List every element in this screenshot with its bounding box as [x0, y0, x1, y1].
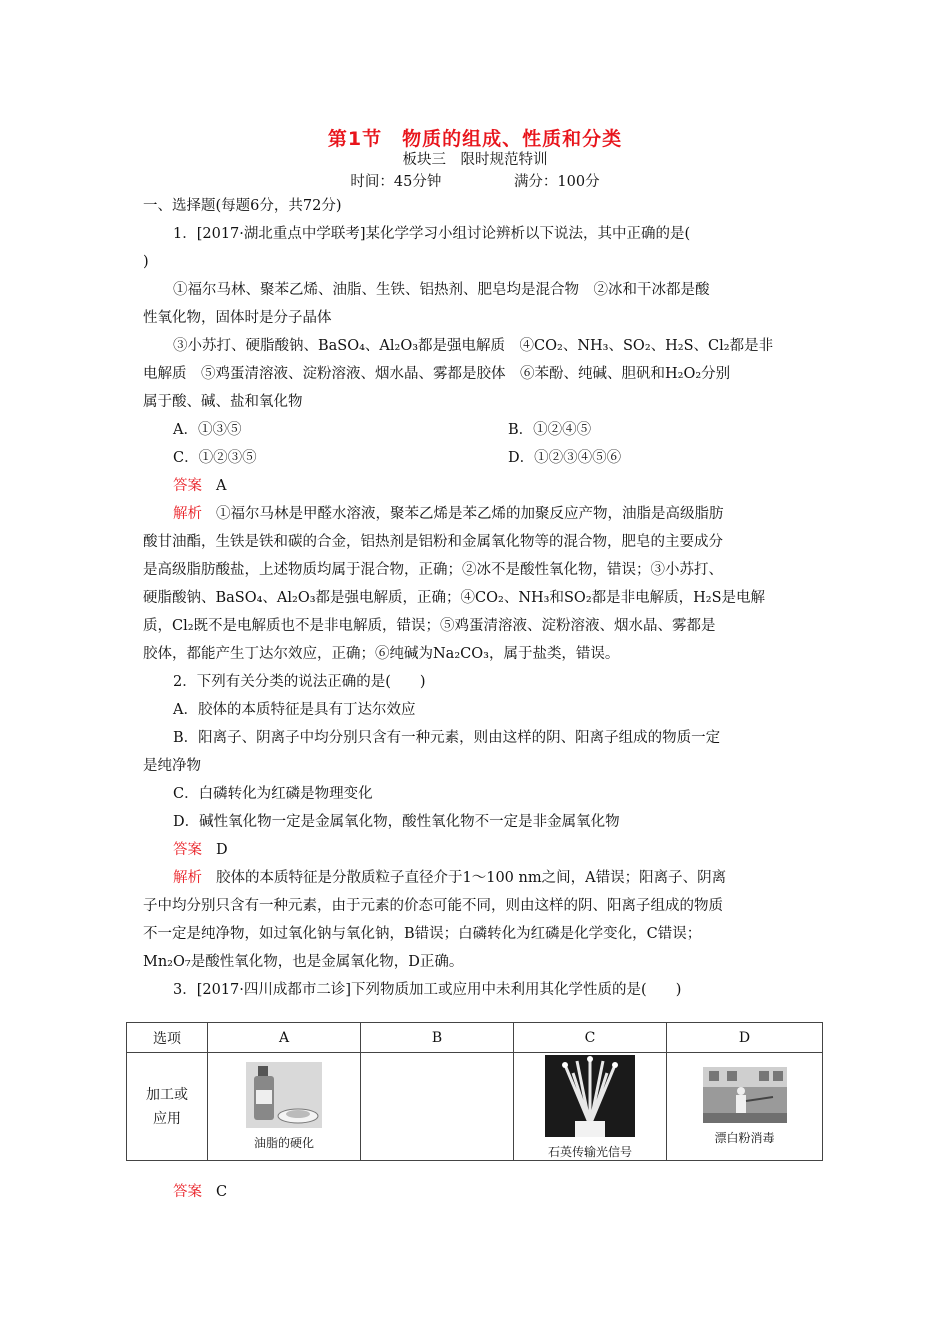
- analysis-text: Mn₂O₇是酸性氧化物，也是金属氧化物，D正确。: [143, 954, 464, 970]
- q1-statement: 属于酸、碱、盐和氧化物: [143, 394, 303, 410]
- q1-option-a: A．①③⑤: [173, 422, 242, 438]
- table-header: D: [667, 1023, 823, 1053]
- q3-stem: 3．[2017·四川成都市二诊]下列物质加工或应用中未利用其化学性质的是( ): [173, 982, 682, 998]
- analysis-text: ①福尔马林是甲醛水溶液，聚苯乙烯是苯乙烯的加聚反应产物，油脂是高级脂肪: [216, 506, 724, 522]
- options-table: [126, 1022, 823, 1161]
- q1-analysis: [173, 504, 724, 524]
- analysis-label: 解析: [173, 506, 202, 522]
- page-title: 第1节 物质的组成、性质和分类: [327, 128, 623, 150]
- answer-value: D: [216, 842, 228, 858]
- analysis-text: 质，Cl₂既不是电解质也不是非电解质，错误；⑤鸡蛋清溶液、淀粉溶液、烟水晶、雾都是: [143, 618, 716, 634]
- row-label-line: 应用: [153, 1110, 181, 1127]
- q1-stem-cont: ): [143, 254, 149, 270]
- q1-answer: [173, 476, 226, 496]
- table-header: C: [514, 1023, 667, 1053]
- analysis-text: 是高级脂肪酸盐，上述物质均属于混合物，正确；②冰不是酸性氧化物，错误；③小苏打、: [143, 562, 723, 578]
- q1-statement: ③小苏打、硬脂酸钠、BaSO₄、Al₂O₃都是强电解质 ④CO₂、NH₃、SO₂、H₂S、Cl₂都是非: [173, 338, 774, 354]
- option-c-cell: [514, 1053, 667, 1161]
- answer-label: 答案: [173, 478, 202, 494]
- q1-stem: 1．[2017·湖北重点中学联考]某化学学习小组讨论辨析以下说法，其中正确的是(: [173, 226, 691, 242]
- q2-option-a: A．胶体的本质特征是具有丁达尔效应: [173, 702, 416, 718]
- answer-label: 答案: [173, 1184, 202, 1200]
- q2-stem: 2．下列有关分类的说法正确的是( ): [173, 674, 426, 690]
- table-header: A: [208, 1023, 361, 1053]
- q2-option-b: B．阳离子、阴离子中均分别只含有一种元素，则由这样的阴、阳离子组成的物质一定: [173, 730, 721, 746]
- q1-statement: ①福尔马林、聚苯乙烯、油脂、生铁、铝热剂、肥皂均是混合物 ②冰和干冰都是酸: [173, 282, 710, 298]
- analysis-text: 硬脂酸钠、BaSO₄、Al₂O₃都是强电解质，正确；④CO₂、NH₃和SO₂都是非电解质，H₂S是电解: [143, 590, 766, 606]
- table-header: B: [361, 1023, 514, 1053]
- q1-statement: 电解质 ⑤鸡蛋清溶液、淀粉溶液、烟水晶、雾都是胶体 ⑥苯酚、纯碱、胆矾和H₂O₂分别: [143, 366, 731, 382]
- answer-label: 答案: [173, 842, 202, 858]
- analysis-text: 不一定是纯净物，如过氧化钠与氧化钠，B错误；白磷转化为红磷是化学变化，C错误；: [143, 926, 702, 942]
- q1-option-d: D．①②③④⑤⑥: [508, 450, 622, 466]
- q2-answer: [173, 840, 228, 860]
- answer-value: A: [216, 478, 227, 494]
- table-header: 选项: [127, 1023, 208, 1053]
- meta-line: [0, 172, 950, 192]
- q2-option-c: C．白磷转化为红磷是物理变化: [173, 786, 373, 802]
- option-a-cell: [208, 1053, 361, 1161]
- analysis-label: 解析: [173, 870, 202, 886]
- row-label: [127, 1053, 208, 1161]
- disinfection-image: [703, 1067, 787, 1146]
- q1-option-c: C．①②③⑤: [173, 450, 257, 466]
- option-b-cell: [361, 1053, 514, 1161]
- image-caption: 漂白粉消毒: [714, 1131, 775, 1145]
- q2-option-d: D．碱性氧化物一定是金属氧化物，酸性氧化物不一定是非金属氧化物: [173, 814, 620, 830]
- optical-fiber-image: [541, 1055, 639, 1160]
- option-d-cell: [667, 1053, 823, 1161]
- analysis-text: 子中均分别只含有一种元素，由于元素的价态可能不同，则由这样的阴、阳离子组成的物质: [143, 898, 723, 914]
- image-caption: 油脂的硬化: [253, 1136, 314, 1150]
- image-caption: 石英传输光信号: [547, 1145, 632, 1159]
- row-label-line: 加工或: [146, 1086, 188, 1103]
- analysis-text: 胶体的本质特征是分散质粒子直径介于1～100 nm之间，A错误；阳离子、阴离: [216, 870, 727, 886]
- section-heading: 一、选择题(每题6分，共72分): [143, 198, 342, 214]
- q2-option-b-cont: 是纯净物: [143, 758, 201, 774]
- q1-option-b: B．①②④⑤: [508, 422, 592, 438]
- q2-analysis: [173, 868, 726, 888]
- q3-answer: [173, 1182, 227, 1202]
- analysis-text: 酸甘油酯，生铁是铁和碳的合金，铝热剂是铝粉和金属氧化物等的混合物，肥皂的主要成分: [143, 534, 723, 550]
- time-limit: 时间：45分钟: [350, 174, 442, 190]
- analysis-text: 胶体，都能产生丁达尔效应，正确；⑥纯碱为Na₂CO₃，属于盐类，错误。: [143, 646, 620, 662]
- answer-value: C: [216, 1184, 228, 1200]
- full-score: 满分：100分: [513, 174, 600, 190]
- subtitle: 板块三 限时规范特训: [402, 152, 548, 168]
- oil-bottle-image: [246, 1062, 322, 1151]
- q1-statement: 性氧化物，固体时是分子晶体: [143, 310, 332, 326]
